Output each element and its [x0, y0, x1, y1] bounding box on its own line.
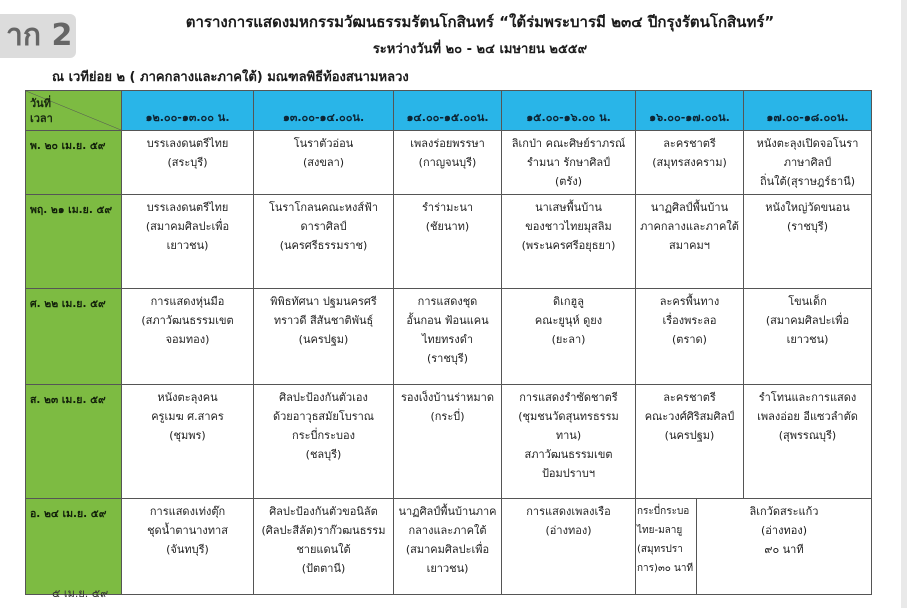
performance-text: ดิเกฮูลู	[552, 295, 585, 308]
performance-text: กระบี่กระบอ	[637, 506, 690, 517]
time-header: ๑๔.๐๐-๑๕.๐๐น.	[394, 91, 502, 131]
time-header: ๑๗.๐๐-๑๘.๐๐น.	[744, 91, 872, 131]
corner-time-label: เวลา	[30, 112, 53, 125]
schedule-body	[26, 131, 872, 595]
schedule-cell	[636, 385, 744, 499]
performance-text: (จันทบุรี)	[166, 543, 209, 556]
performance-text: ครูเมฆ ศ.สาคร	[151, 410, 224, 423]
performance-text: ดาราศิลป์	[300, 220, 347, 233]
performance-text: (สมุทรปรา	[637, 544, 683, 555]
performance-text: ละครชาตรี	[663, 391, 716, 404]
performance-text: โขนเด็ก	[788, 295, 827, 308]
row-date: ศ. ๒๒ เม.ย. ๕๙	[26, 289, 122, 385]
schedule-cell	[502, 385, 636, 499]
performance-text: (ชลบุรี)	[305, 448, 342, 461]
performance-text: บรรเลงดนตรีไทย	[146, 201, 229, 214]
performance-text: (สมาคมศิลปะเพื่อ	[405, 543, 490, 556]
performance-text: (สระบุรี)	[167, 156, 208, 169]
performance-text: (พระนครศรีอยุธยา)	[521, 239, 616, 252]
performance-text: บรรเลงดนตรีไทย	[146, 137, 229, 150]
page-title: ตารางการแสดงมหกรรมวัฒนธรรมรัตนโกสินทร์ “ใต้ร่มพระบารมี ๒๓๔ ปีกรุงรัตนโกสินทร์”	[185, 13, 775, 31]
performance-text: อั้นกอน ฟ้อนแคน	[406, 314, 489, 327]
performance-text: ป้อมปราบฯ	[541, 467, 596, 480]
performance-text: (ยะลา)	[551, 333, 586, 346]
schedule-cell	[636, 131, 744, 195]
schedule-row	[26, 385, 872, 499]
performance-text: (ราชบุรี)	[426, 352, 469, 365]
schedule-row	[26, 499, 872, 595]
time-header: ๑๒.๐๐-๑๓.๐๐ น.	[122, 91, 254, 131]
schedule-cell	[394, 131, 502, 195]
performance-text: หนังตะลุงคน	[157, 391, 218, 404]
schedule-cell	[502, 289, 636, 385]
performance-text: หนังตะลุงเปิดจอโนรา	[756, 137, 859, 150]
split-right-cell	[697, 499, 871, 594]
performance-text: (นครปฐม)	[298, 333, 349, 346]
time-header: ๑๕.๐๐-๑๖.๐๐ น.	[502, 91, 636, 131]
performance-text: นาเสษพื้นบ้าน	[535, 201, 602, 214]
schedule-cell	[254, 499, 394, 595]
performance-text: (อ่างทอง)	[761, 524, 807, 537]
performance-text: คณะยูนุห์ ดูยง	[534, 314, 603, 327]
footer-date: ๕ เม.ย. ๕๙	[52, 587, 109, 600]
schedule-cell	[636, 289, 744, 385]
performance-text: เรื่องพระลอ	[662, 314, 717, 327]
performance-text: ด้วยอาวุธสมัยโบราณ	[272, 410, 375, 423]
corner-day-label: วันที่	[30, 97, 51, 110]
performance-text: เยาวชน)	[786, 333, 829, 346]
performance-text: ถิ่นใต้(สุราษฎร์ธานี)	[759, 175, 856, 188]
performance-text: นาฏศิลป์พื้นบ้านภาค	[398, 505, 497, 518]
performance-text: สภาวัฒนธรรมเขต	[524, 448, 613, 461]
schedule-cell	[394, 385, 502, 499]
row-date: ส. ๒๓ เม.ย. ๕๙	[26, 385, 122, 499]
schedule-cell	[502, 195, 636, 289]
performance-text: ลิเกวัดสระแก้ว	[749, 505, 819, 518]
performance-text: ทราวดี สีสันชาติพันธุ์	[273, 314, 374, 327]
performance-text: (สมุทรสงคราม)	[652, 156, 727, 169]
row-date: อ. ๒๔ เม.ย. ๕๙	[26, 499, 122, 595]
performance-text: ภาษาศิลป์	[783, 156, 832, 169]
performance-text: โนราตัวอ่อน	[293, 137, 354, 150]
performance-text: ละครชาตรี	[663, 137, 716, 150]
performance-text: (สงขลา)	[302, 156, 345, 169]
performance-text: คณะวงศ์ศิริสมศิลป์	[644, 410, 735, 423]
performance-text: ลิเกป่า คณะศิษย์ราภรณ์	[511, 137, 626, 150]
performance-text: ไทยทรงดำ	[421, 333, 474, 346]
performance-text: (สภาวัฒนธรรมเขต	[141, 314, 234, 327]
performance-text: เพลงอ่อย อีแซวลำตัด	[757, 410, 858, 423]
performance-text: การแสดงชุด	[417, 295, 478, 308]
performance-text: สมาคมฯ	[669, 239, 710, 252]
corner-cell	[26, 91, 122, 131]
schedule-row	[26, 195, 872, 289]
performance-text: (นครปฐม)	[664, 429, 715, 442]
performance-text: (กระบี่)	[430, 410, 465, 423]
schedule-cell	[502, 499, 636, 595]
schedule-row	[26, 131, 872, 195]
performance-text: ทาน)	[555, 429, 582, 442]
performance-text: (ชัยนาท)	[425, 220, 470, 233]
performance-text: ของชาวไทยมุสลิม	[525, 220, 612, 233]
performance-text: รำมนา รักษาศิลป์	[526, 156, 611, 169]
row-date: พฤ. ๒๑ เม.ย. ๕๙	[26, 195, 122, 289]
performance-text: (ชุมพร)	[169, 429, 206, 442]
schedule-cell	[636, 195, 744, 289]
performance-text: เพลงร่อยพรรษา	[410, 137, 485, 150]
performance-text: เยาวชน)	[166, 239, 209, 252]
split-left-cell	[636, 499, 697, 594]
schedule-cell	[502, 131, 636, 195]
venue-label: ณ เวทีย่อย ๒ ( ภาคกลางและภาคใต้) มณฑลพิธีท้องสนามหลวง	[52, 70, 409, 85]
time-header: ๑๓.๐๐-๑๔.๐๐น.	[254, 91, 394, 131]
merged-cell	[636, 499, 872, 595]
performance-text: (ศิลปะสีลัต)ราก๊วฒนธรรม	[261, 524, 386, 537]
performance-text: จอมทอง)	[165, 333, 210, 346]
performance-text: (อ่างทอง)	[545, 524, 592, 537]
schedule-cell	[254, 385, 394, 499]
performance-text: ชุดน้ำตานางทาส	[147, 524, 228, 537]
performance-text: เยาวชน)	[426, 562, 469, 575]
schedule-cell	[254, 289, 394, 385]
schedule-cell	[122, 131, 254, 195]
row-date: พ. ๒๐ เม.ย. ๕๙	[26, 131, 122, 195]
header-row	[26, 91, 872, 131]
performance-text: รำโทนและการแสดง	[758, 391, 857, 404]
schedule-table	[25, 90, 872, 595]
page-subtitle: ระหว่างวันที่ ๒๐ - ๒๔ เมษายน ๒๕๕๙	[372, 42, 588, 57]
performance-text: (ชุมชนวัดสุนทรธรรม	[518, 410, 619, 423]
performance-text: การ)๓๐ นาที	[637, 563, 694, 574]
performance-text: (ราชบุรี)	[786, 220, 829, 233]
performance-text: ศิลปะป้องกันตัวขอนิลัต	[269, 505, 378, 518]
schedule-cell	[122, 499, 254, 595]
performance-text: ศิลปะป้องกันตัวเอง	[279, 391, 368, 404]
performance-text: ละครพื้นทาง	[659, 295, 720, 308]
page-edge	[901, 0, 907, 608]
schedule-cell	[744, 385, 872, 499]
performance-text: ภาคกลางและภาคใต้	[640, 220, 739, 233]
performance-text: ชายแดนใต้	[296, 543, 351, 556]
schedule-row	[26, 289, 872, 385]
performance-text: หนังใหญ่วัดขนอน	[765, 201, 850, 214]
performance-text: ๙๐ นาที	[764, 543, 804, 556]
schedule-cell	[122, 385, 254, 499]
schedule-cell	[122, 195, 254, 289]
schedule-cell	[122, 289, 254, 385]
performance-text: พิพิธทัศนา ปฐมนครศรี	[270, 295, 377, 308]
performance-text: (ปัตตานี)	[301, 562, 346, 575]
performance-text: รองเง็งบ้านร่าหมาด	[401, 391, 494, 404]
performance-text: ไทย-มลายู	[637, 525, 683, 536]
performance-text: การแสดงหุ่นมือ	[150, 295, 225, 308]
performance-text: การแสดงเท่งตุ๊ก	[149, 505, 226, 518]
performance-text: (สมาคมศิลปะเพื่อ	[145, 220, 230, 233]
schedule-cell	[254, 195, 394, 289]
schedule-cell	[744, 131, 872, 195]
schedule-cell	[394, 499, 502, 595]
performance-text: (ตรัง)	[554, 175, 582, 188]
performance-text: การแสดงรำซัดชาตรี	[519, 391, 618, 404]
performance-text: (นครศรีธรรมราช)	[279, 239, 368, 252]
performance-text: โนราโกลนคณะหงส์ฟ้า	[268, 201, 379, 214]
performance-text: กลางและภาคใต้	[408, 524, 487, 537]
performance-text: (สมาคมศิลปะเพื่อ	[765, 314, 850, 327]
schedule-cell	[254, 131, 394, 195]
schedule-cell	[394, 289, 502, 385]
side-tab: าก 2	[0, 14, 76, 58]
performance-text: (กาญจนบุรี)	[418, 156, 477, 169]
schedule-cell	[394, 195, 502, 289]
performance-text: กระบี่กระบอง	[292, 429, 355, 442]
performance-text: นาฏศิลป์พื้นบ้าน	[650, 201, 729, 214]
schedule-cell	[744, 289, 872, 385]
performance-text: รำร่ามะนา	[421, 201, 474, 214]
time-header: ๑๖.๐๐-๑๗.๐๐น.	[636, 91, 744, 131]
schedule-cell	[744, 195, 872, 289]
performance-text: (ตราด)	[672, 333, 707, 346]
performance-text: การแสดงเพลงเรือ	[526, 505, 611, 518]
performance-text: (สุพรรณบุรี)	[778, 429, 837, 442]
